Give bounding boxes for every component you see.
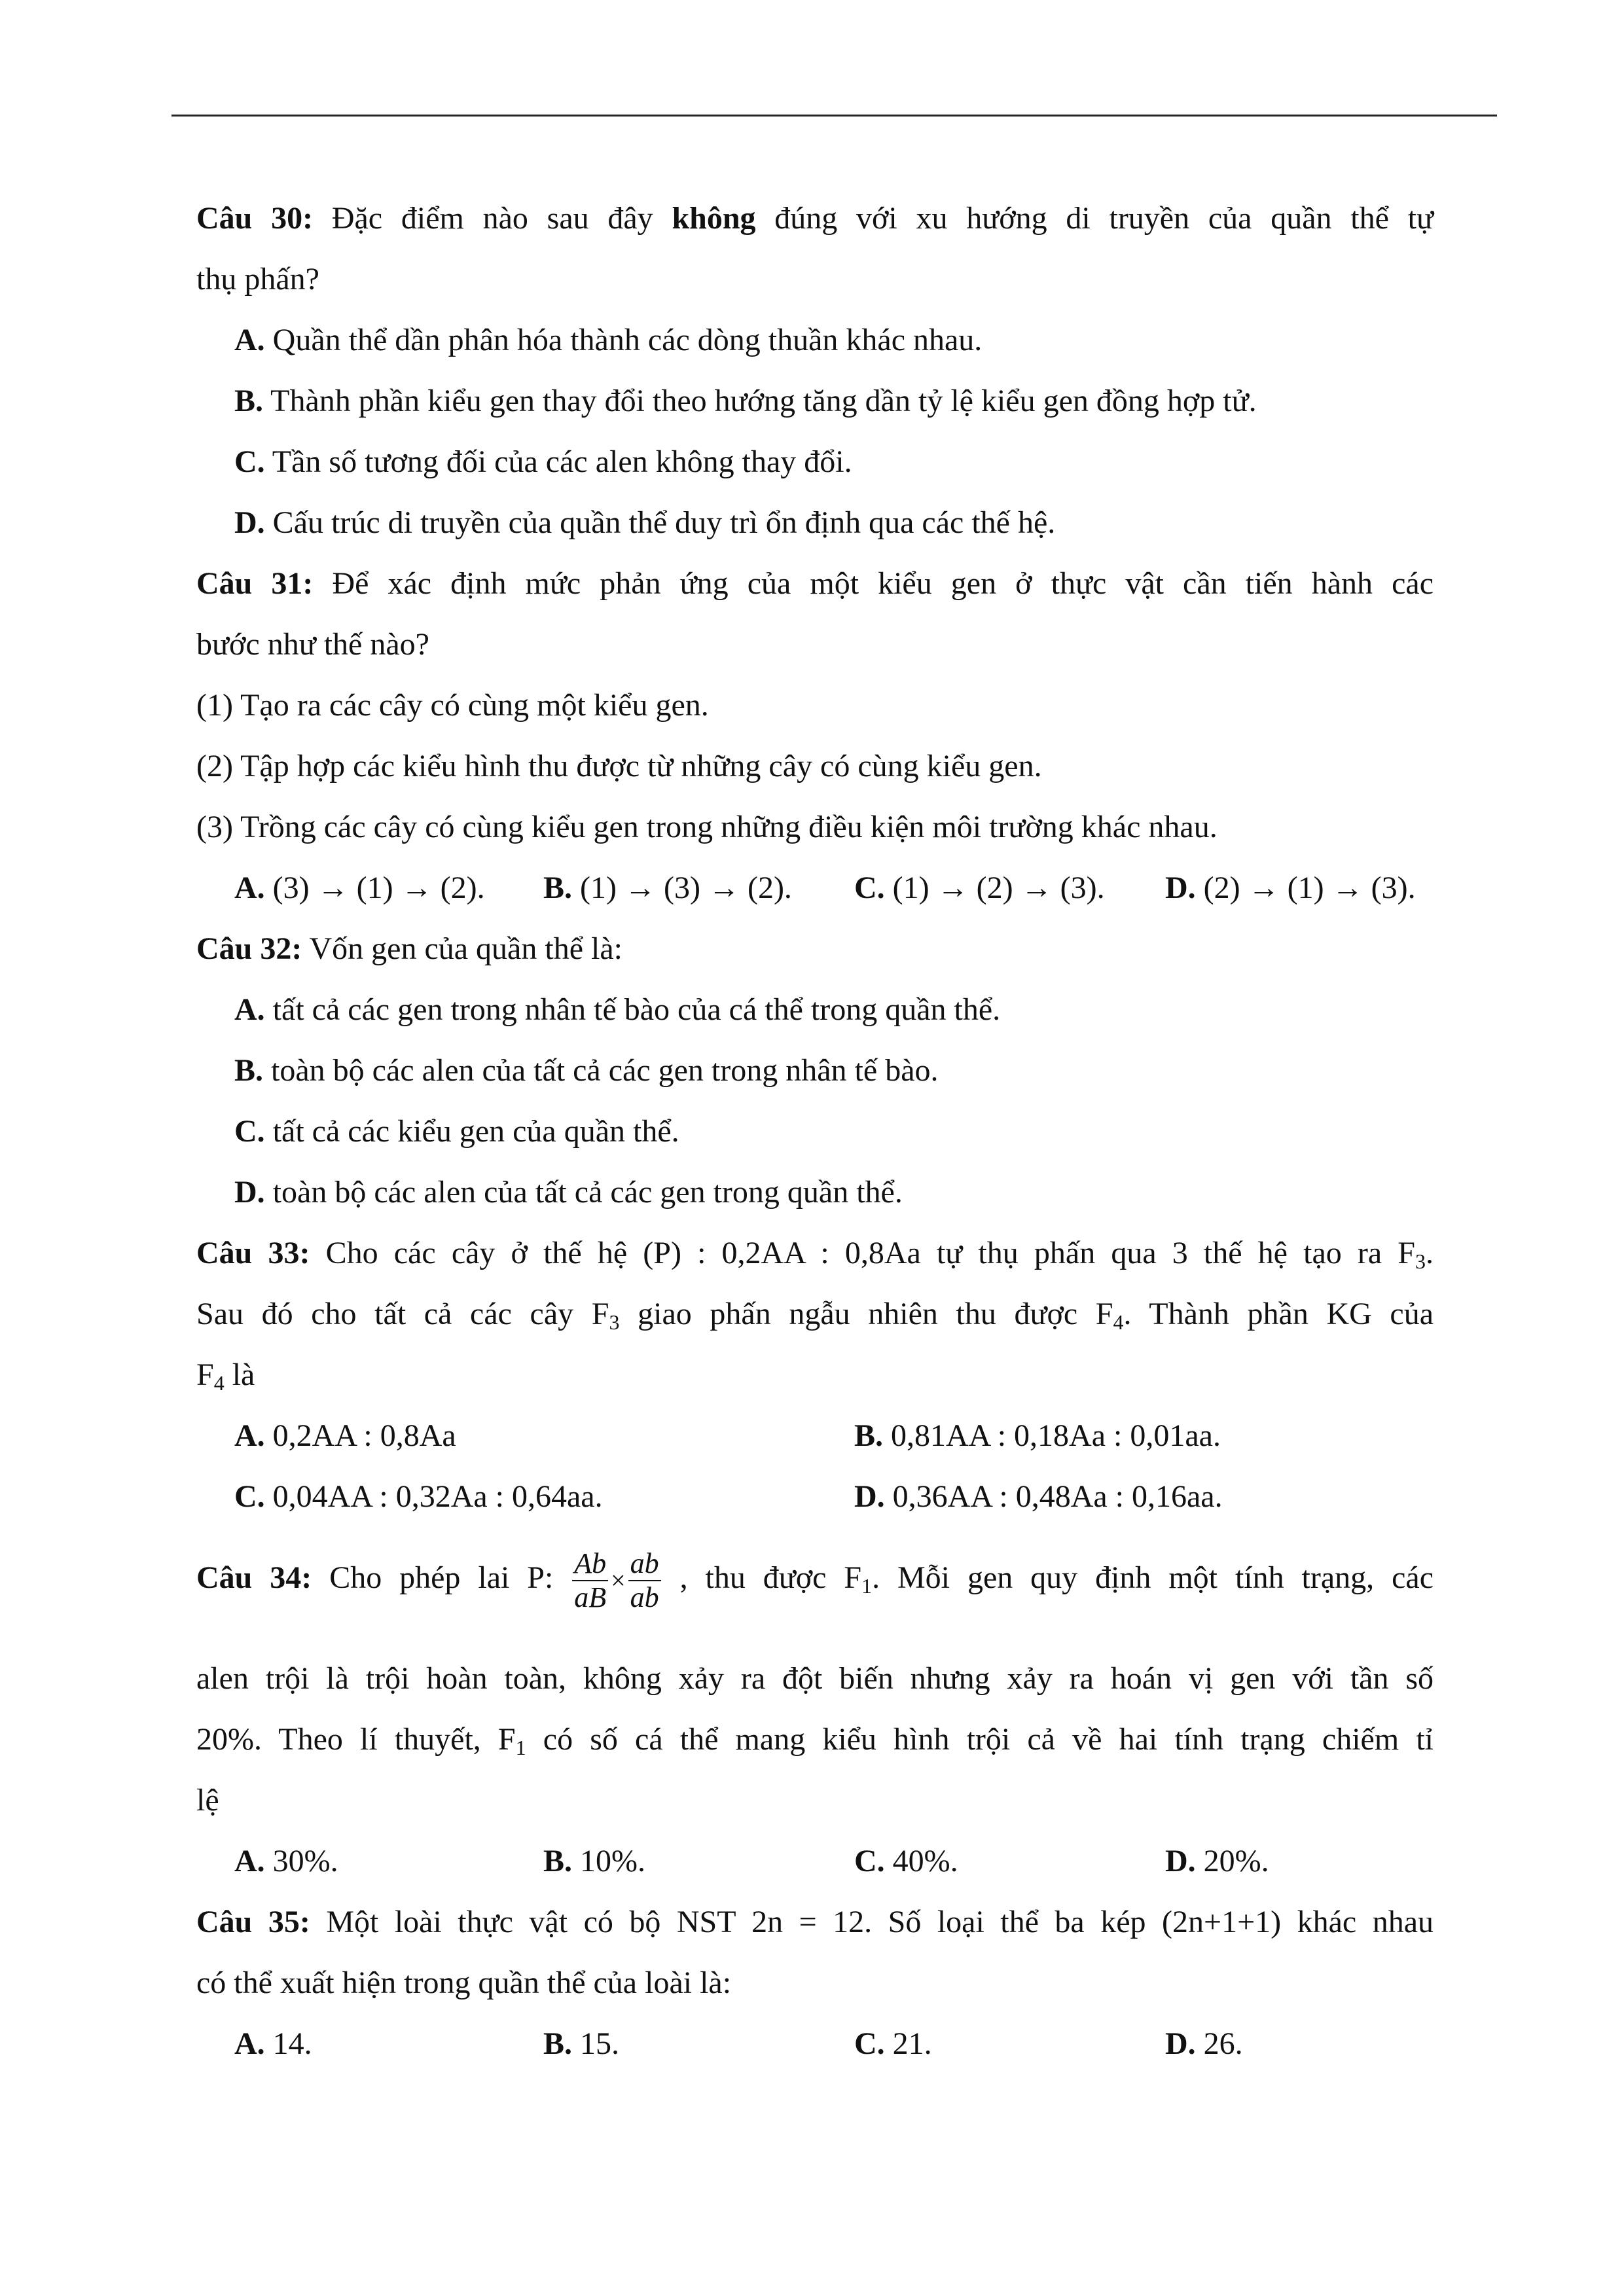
q30-option-a: A. Quần thể dần phân hóa thành các dòng thuần khác nhau. xyxy=(234,323,983,357)
q35-option-a: A. 14. xyxy=(234,2026,312,2061)
fraction-ab-over-ab-parent1: $\frac{Ab}{aB}$ xyxy=(572,1547,608,1614)
q33-option-c: C. 0,04AA : 0,32Aa : 0,64aa. xyxy=(234,1479,603,1514)
q34-stem-line2: alen trội là trội hoàn toàn, không xảy ra đột biến nhưng xảy ra hoán vị gen với tần số xyxy=(196,1661,1434,1696)
fraction-ab-over-ab-parent2: $\frac{ab}{ab}$ xyxy=(628,1547,661,1614)
q30-label: Câu 30: xyxy=(196,201,314,236)
q30-option-c: C. Tần số tương đối của các alen không thay đổi. xyxy=(234,444,852,479)
q32-option-d: D. toàn bộ các alen của tất cả các gen trong quần thể. xyxy=(234,1175,903,1210)
q34-stem-line1: Câu 34: Cho phép lai P: $\frac{Ab}{aB}$ × $\frac{ab}{ab}$ , thu được $F_1$. Mỗi gen quy định một tính trạng, các xyxy=(196,1547,1434,1613)
q34-stem-line3: 20%. Theo lí thuyết, $F_1$ có số cá thể mang kiểu hình trội cả về hai tính trạng chiếm tỉ xyxy=(196,1722,1434,1759)
q33-option-d: D. 0,36AA : 0,48Aa : 0,16aa. xyxy=(854,1479,1223,1514)
q30-option-d: D. Cấu trúc di truyền của quần thể duy trì ổn định qua các thế hệ. xyxy=(234,505,1056,540)
q34-option-a: A. 30%. xyxy=(234,1844,338,1878)
q32-option-b: B. toàn bộ các alen của tất cả các gen trong nhân tế bào. xyxy=(234,1053,939,1088)
q30-stem-line2: thụ phấn? xyxy=(196,262,319,296)
q31-label: Câu 31: xyxy=(196,566,314,601)
q31-stem-line1: Câu 31: Để xác định mức phản ứng của một kiểu gen ở thực vật cần tiến hành các xyxy=(196,566,1434,601)
q31-step-3: (3) Trồng các cây có cùng kiểu gen trong những điều kiện môi trường khác nhau. xyxy=(196,810,1218,844)
q35-stem-line1: Câu 35: Một loài thực vật có bộ NST 2n = 12. Số loại thể ba kép (2n+1+1) khác nhau xyxy=(196,1905,1434,1939)
q31-step-1: (1) Tạo ra các cây có cùng một kiểu gen. xyxy=(196,688,709,723)
q34-option-c: C. 40%. xyxy=(854,1844,958,1878)
q33-option-a: A. 0,2AA : 0,8Aa xyxy=(234,1418,456,1453)
q32-option-c: C. tất cả các kiểu gen của quần thể. xyxy=(234,1114,679,1149)
header-rule xyxy=(171,115,1497,117)
q35-option-b: B. 15. xyxy=(543,2026,620,2061)
q31-option-b: B. (1) → (3) → (2). xyxy=(543,870,792,905)
q34-option-d: D. 20%. xyxy=(1165,1844,1269,1878)
q35-stem-line2: có thể xuất hiện trong quần thể của loài là: xyxy=(196,1965,732,2000)
q33-stem-line1: Câu 33: Cho các cây ở thế hệ (P) : 0,2AA : 0,8Aa tự thụ phấn qua 3 thế hệ tạo ra $F_3$. xyxy=(196,1236,1434,1273)
times-sign: × xyxy=(611,1565,626,1595)
q31-stem-line2: bước như thế nào? xyxy=(196,627,429,662)
q33-stem-line2: Sau đó cho tất cả các cây $F_3$ giao phấn ngẫu nhiên thu được $F_4$. Thành phần KG của xyxy=(196,1297,1434,1334)
q32-stem: Câu 32: Vốn gen của quần thể là: xyxy=(196,931,623,966)
q31-option-d: D. (2) → (1) → (3). xyxy=(1165,870,1416,905)
q32-label: Câu 32: xyxy=(196,931,302,966)
q34-label: Câu 34: xyxy=(196,1560,312,1595)
q30-option-b: B. Thành phần kiểu gen thay đổi theo hướng tăng dần tỷ lệ kiểu gen đồng hợp tử. xyxy=(234,384,1257,418)
q33-label: Câu 33: xyxy=(196,1236,310,1270)
q35-option-c: C. 21. xyxy=(854,2026,932,2061)
q31-step-2: (2) Tập hợp các kiểu hình thu được từ những cây có cùng kiểu gen. xyxy=(196,749,1042,783)
q35-label: Câu 35: xyxy=(196,1905,310,1939)
q31-option-a: A. (3) → (1) → (2). xyxy=(234,870,485,905)
q31-option-c: C. (1) → (2) → (3). xyxy=(854,870,1105,905)
q32-option-a: A. tất cả các gen trong nhân tế bào của cá thể trong quần thể. xyxy=(234,992,1001,1027)
q33-option-b: B. 0,81AA : 0,18Aa : 0,01aa. xyxy=(854,1418,1221,1453)
q33-stem-line3: $F_4$ là xyxy=(196,1357,255,1395)
q34-option-b: B. 10%. xyxy=(543,1844,645,1878)
q35-option-d: D. 26. xyxy=(1165,2026,1243,2061)
q30-stem-line1: Câu 30: Đặc điểm nào sau đây không đúng với xu hướng di truyền của quần thể tự xyxy=(196,201,1434,236)
q34-stem-line4: lệ xyxy=(196,1783,219,1818)
q30-emphasis: không xyxy=(672,201,756,236)
